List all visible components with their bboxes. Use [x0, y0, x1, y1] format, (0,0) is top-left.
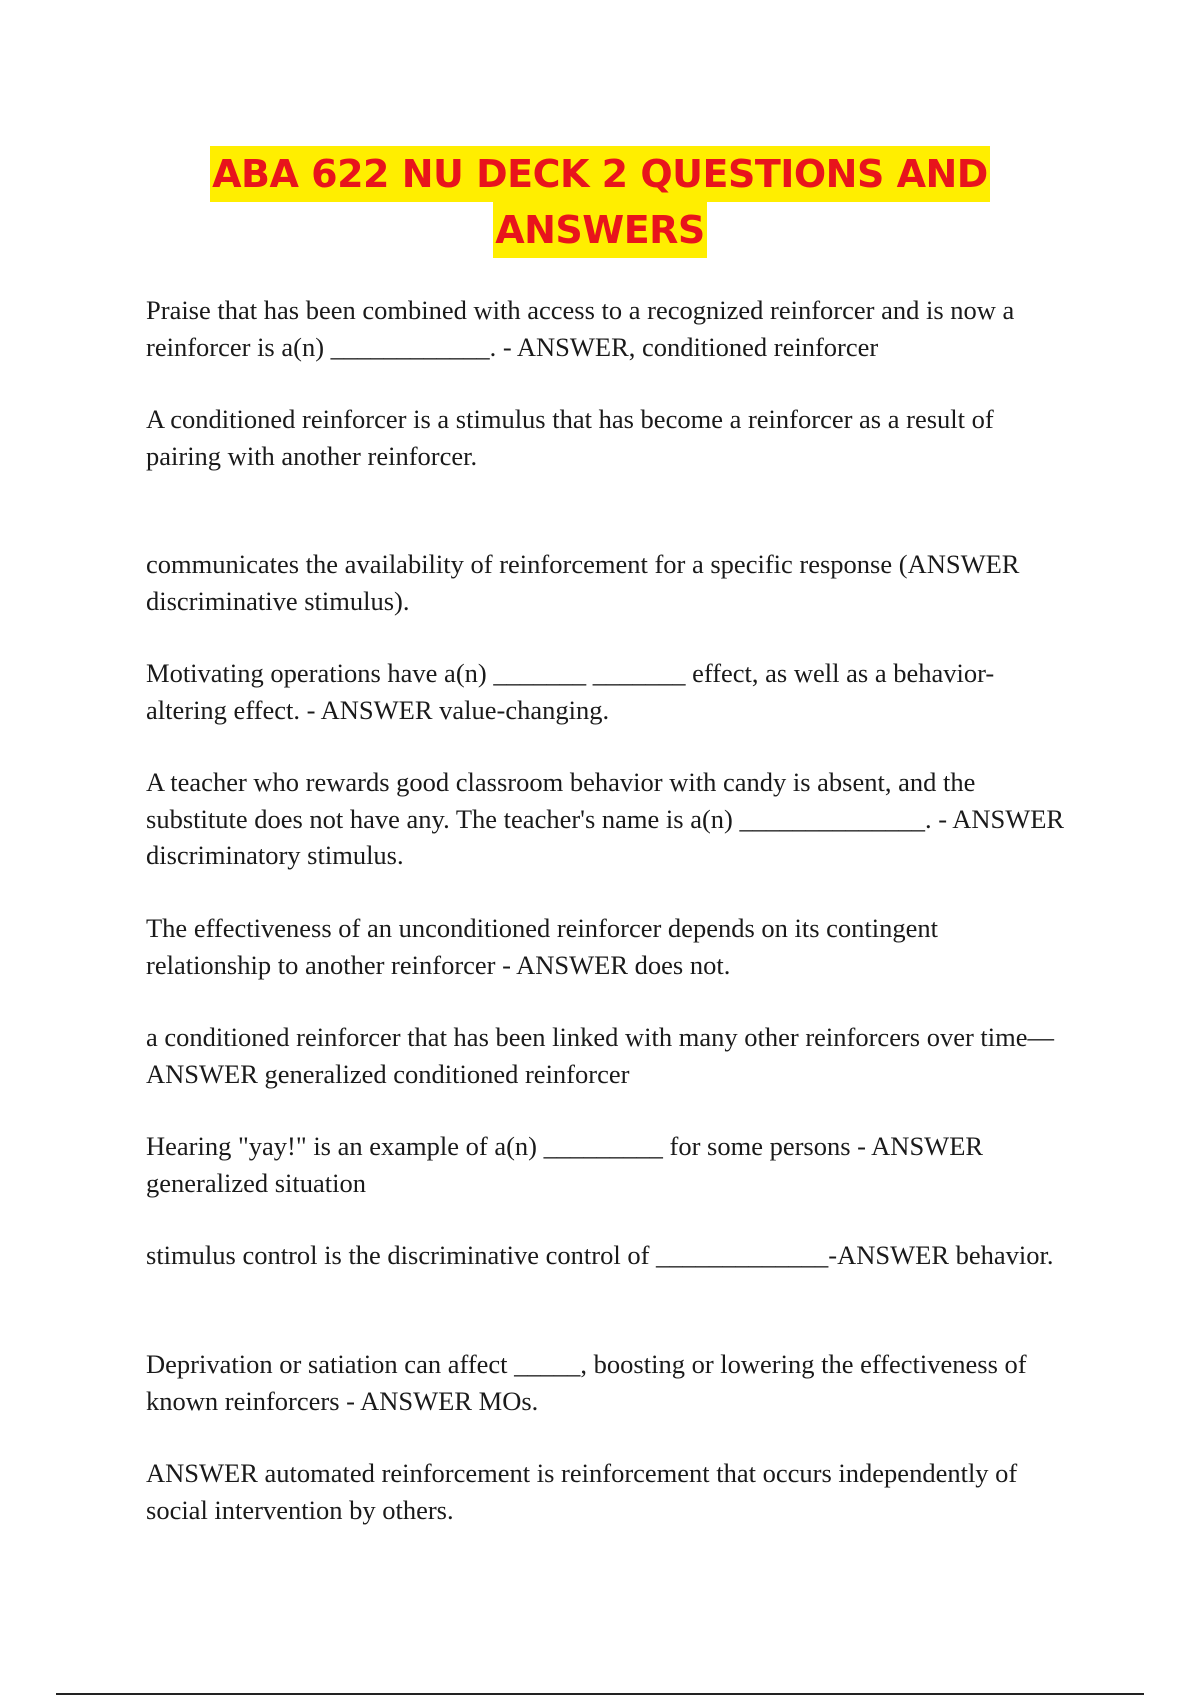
- qa-item-8: Hearing "yay!" is an example of a(n) _________ for some persons - ANSWER generalized situation: [146, 1131, 984, 1198]
- page-bottom-divider: [56, 1693, 1144, 1695]
- qa-item-7: a conditioned reinforcer that has been linked with many other reinforcers over time—ANSWER generalized conditioned reinforcer: [146, 1022, 1055, 1089]
- qa-item-9: stimulus control is the discriminative control of _____________-ANSWER behavior.: [146, 1240, 1054, 1270]
- qa-item-5: A teacher who rewards good classroom behavior with candy is absent, and the substitute does not have any. The teacher's name is a(n) ______________. - ANSWER discriminatory stimulus.: [146, 767, 1065, 870]
- title-line-2: ANSWERS: [493, 202, 707, 258]
- qa-item-4: Motivating operations have a(n) _______ _______ effect, as well as a behavior-altering effect. - ANSWER value-changing.: [146, 658, 995, 725]
- qa-item-1: Praise that has been combined with access to a recognized reinforcer and is now a reinforcer is a(n) ____________. - ANSWER, conditioned reinforcer: [146, 295, 1015, 362]
- qa-item-3: communicates the availability of reinforcement for a specific response (ANSWER discriminative stimulus).: [146, 549, 1020, 616]
- qa-item-2: A conditioned reinforcer is a stimulus that has become a reinforcer as a result of pairing with another reinforcer.: [146, 404, 994, 471]
- qa-item-6: The effectiveness of an unconditioned reinforcer depends on its contingent relationship to another reinforcer - ANSWER does not.: [146, 913, 939, 980]
- qa-item-11: ANSWER automated reinforcement is reinforcement that occurs independently of social intervention by others.: [146, 1458, 1018, 1525]
- document-title: [0, 146, 1200, 258]
- title-line-1: ABA 622 NU DECK 2 QUESTIONS AND: [210, 146, 990, 202]
- qa-item-10: Deprivation or satiation can affect _____, boosting or lowering the effectiveness of known reinforcers - ANSWER MOs.: [146, 1349, 1027, 1416]
